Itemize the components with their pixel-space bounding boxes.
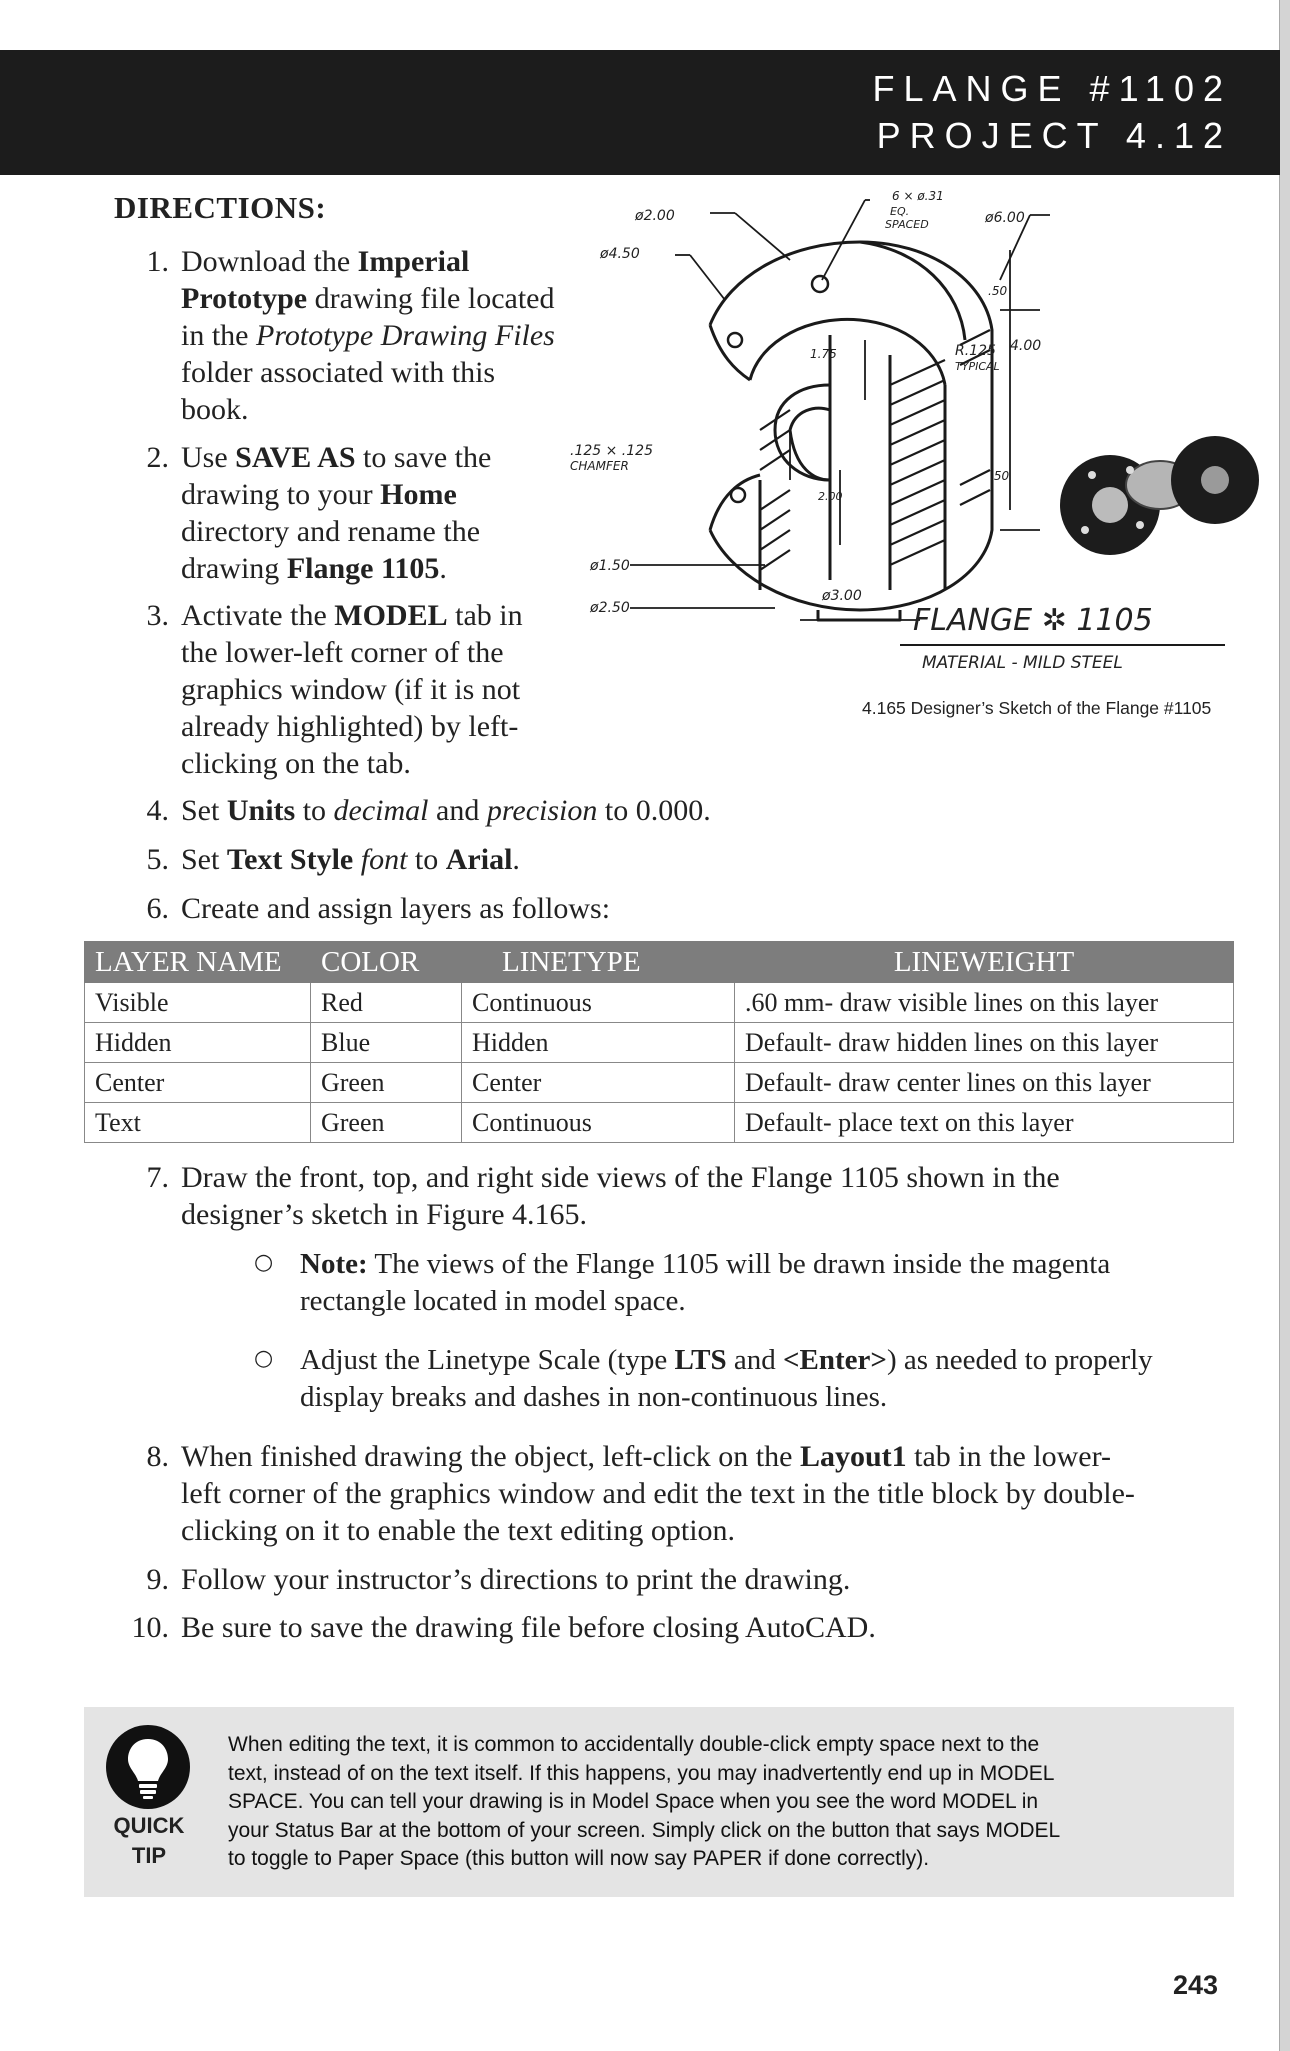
step-9: 9. Follow your instructor’s directions to print the drawing. — [181, 1561, 850, 1598]
step-number: 6. — [146, 892, 169, 925]
dim-t50a: .50 — [988, 284, 1008, 298]
step-number: 4. — [146, 794, 169, 827]
col-linetype: LINETYPE — [462, 942, 735, 983]
dim-d250: ø2.50 — [590, 600, 630, 616]
table-row — [85, 1023, 1234, 1063]
bullet-icon: ○ — [254, 1346, 274, 1371]
table-cell: Blue — [311, 1023, 462, 1063]
table-cell: Center — [85, 1063, 311, 1103]
page-number: 243 — [1172, 1970, 1218, 2000]
col-layer-name: LAYER NAME — [85, 942, 311, 983]
dim-eq: EQ. — [890, 205, 910, 218]
table-cell: Hidden — [85, 1023, 311, 1063]
step-number: 9. — [146, 1563, 169, 1596]
step-1: 1. Download the Imperial Prototype drawing file located in the Prototype Drawing Files folder associated with this book. — [181, 243, 555, 428]
step-number: 10. — [131, 1611, 169, 1644]
dim-h400: 4.00 — [1010, 338, 1042, 354]
flange-photo — [1060, 436, 1259, 555]
dim-d150: ø1.50 — [590, 558, 630, 574]
table-cell: Visible — [85, 983, 311, 1023]
dim-d450: ø4.50 — [600, 246, 640, 262]
header-title-project: PROJECT 4.12 — [876, 115, 1232, 156]
table-cell: Hidden — [462, 1023, 735, 1063]
table-row — [85, 983, 1234, 1023]
dim-h200: 2.00 — [818, 490, 843, 503]
dim-chamfer: .125 × .125 — [570, 443, 653, 459]
step-number: 2. — [146, 441, 169, 474]
dim-typical: TYPICAL — [955, 360, 1000, 373]
table-cell: Text — [85, 1103, 311, 1143]
table-cell: Red — [311, 983, 462, 1023]
step-number: 8. — [146, 1440, 169, 1473]
directions-heading: DIRECTIONS: — [114, 190, 327, 225]
table-row — [85, 1063, 1234, 1103]
step-5: 5. Set Text Style font to Arial. — [181, 841, 520, 878]
step-7: 7. Draw the front, top, and right side views of the Flange 1105 shown in the designer’s sketch in Figure 4.165. — [181, 1159, 1060, 1233]
step-10: 10. Be sure to save the drawing file before closing AutoCAD. — [181, 1609, 876, 1646]
quick-tip-label: QUICK TIP — [113, 1813, 185, 1868]
step-2: 2. Use SAVE AS to save the drawing to your Home directory and rename the drawing Flange 1105. — [181, 439, 491, 587]
step-4: 4. Set Units to decimal and precision to 0.000. — [181, 792, 711, 829]
table-cell: Continuous — [462, 1103, 735, 1143]
step-number: 7. — [146, 1161, 169, 1194]
dim-chamfer-label: CHAMFER — [570, 459, 629, 473]
dim-d300: ø3.00 — [822, 588, 862, 604]
quick-tip-box — [84, 1707, 1234, 1897]
figure-caption: 4.165 Designer’s Sketch of the Flange #1105 — [862, 698, 1212, 718]
step-6: 6. Create and assign layers as follows: — [181, 890, 610, 927]
dim-t175: 1.75 — [810, 347, 837, 361]
step-number: 5. — [146, 843, 169, 876]
dim-r125: R.125 — [955, 343, 996, 359]
sub-note: ○ Note: The views of the Flange 1105 will be drawn inside the magenta rectangle located in model space. — [300, 1246, 1110, 1320]
dim-d200: ø2.00 — [635, 208, 675, 224]
dim-holes: 6 × ø.31 — [892, 189, 944, 203]
step-number: 1. — [146, 245, 169, 278]
table-cell: Green — [311, 1103, 462, 1143]
dim-d600: ø6.00 — [985, 210, 1025, 226]
table-header-row — [85, 942, 1234, 983]
bullet-icon: ○ — [254, 1250, 274, 1275]
sketch-material: MATERIAL - MILD STEEL — [922, 653, 1123, 673]
table-cell: Green — [311, 1063, 462, 1103]
step-3: 3. Activate the MODEL tab in the lower-left corner of the graphics window (if it is not already highlighted) by left- clicking on the tab. — [181, 597, 523, 782]
table-cell: Default- place text on this layer — [735, 1103, 1234, 1143]
layer-table — [84, 941, 1234, 1143]
dim-spaced: SPACED — [885, 218, 929, 231]
sub-lts: ○ Adjust the Linetype Scale (type LTS and <Enter>) as needed to properly display breaks and dashes in non-continuous lines. — [300, 1342, 1153, 1416]
col-lineweight: LINEWEIGHT — [735, 942, 1234, 983]
quick-tip-text: When editing the text, it is common to accidentally double-click empty space next to the text, instead of on the text itself. If this happens, you may inadvertently end up in MODEL SPACE. You can tell your drawing is in Model Space when you see the word MODEL in your Status Bar at the bottom of your screen. Simply click on the button that says MODEL to toggle to Paper Space (this button will now say PAPER if done correctly). — [228, 1733, 1061, 1871]
table-cell: Default- draw center lines on this layer — [735, 1063, 1234, 1103]
table-cell: Continuous — [462, 983, 735, 1023]
table-cell: .60 mm- draw visible lines on this layer — [735, 983, 1234, 1023]
col-color: COLOR — [311, 942, 462, 983]
header-band — [0, 50, 1280, 175]
header-title-flange: FLANGE #1102 — [872, 68, 1232, 109]
page-edge — [1279, 0, 1290, 2051]
lightbulb-icon — [104, 1723, 192, 1811]
table-cell: Default- draw hidden lines on this layer — [735, 1023, 1234, 1063]
table-row — [85, 1103, 1234, 1143]
step-number: 3. — [146, 599, 169, 632]
flange-sketch — [560, 180, 1260, 680]
dim-t50b: .50 — [990, 469, 1010, 483]
sketch-title: FLANGE ✲ 1105 — [913, 603, 1153, 638]
step-8: 8. When finished drawing the object, left-click on the Layout1 tab in the lower- left corner of the graphics window and edit the text in the title block by double- clicking on it to enable the text editing option. — [181, 1438, 1135, 1549]
table-cell: Center — [462, 1063, 735, 1103]
